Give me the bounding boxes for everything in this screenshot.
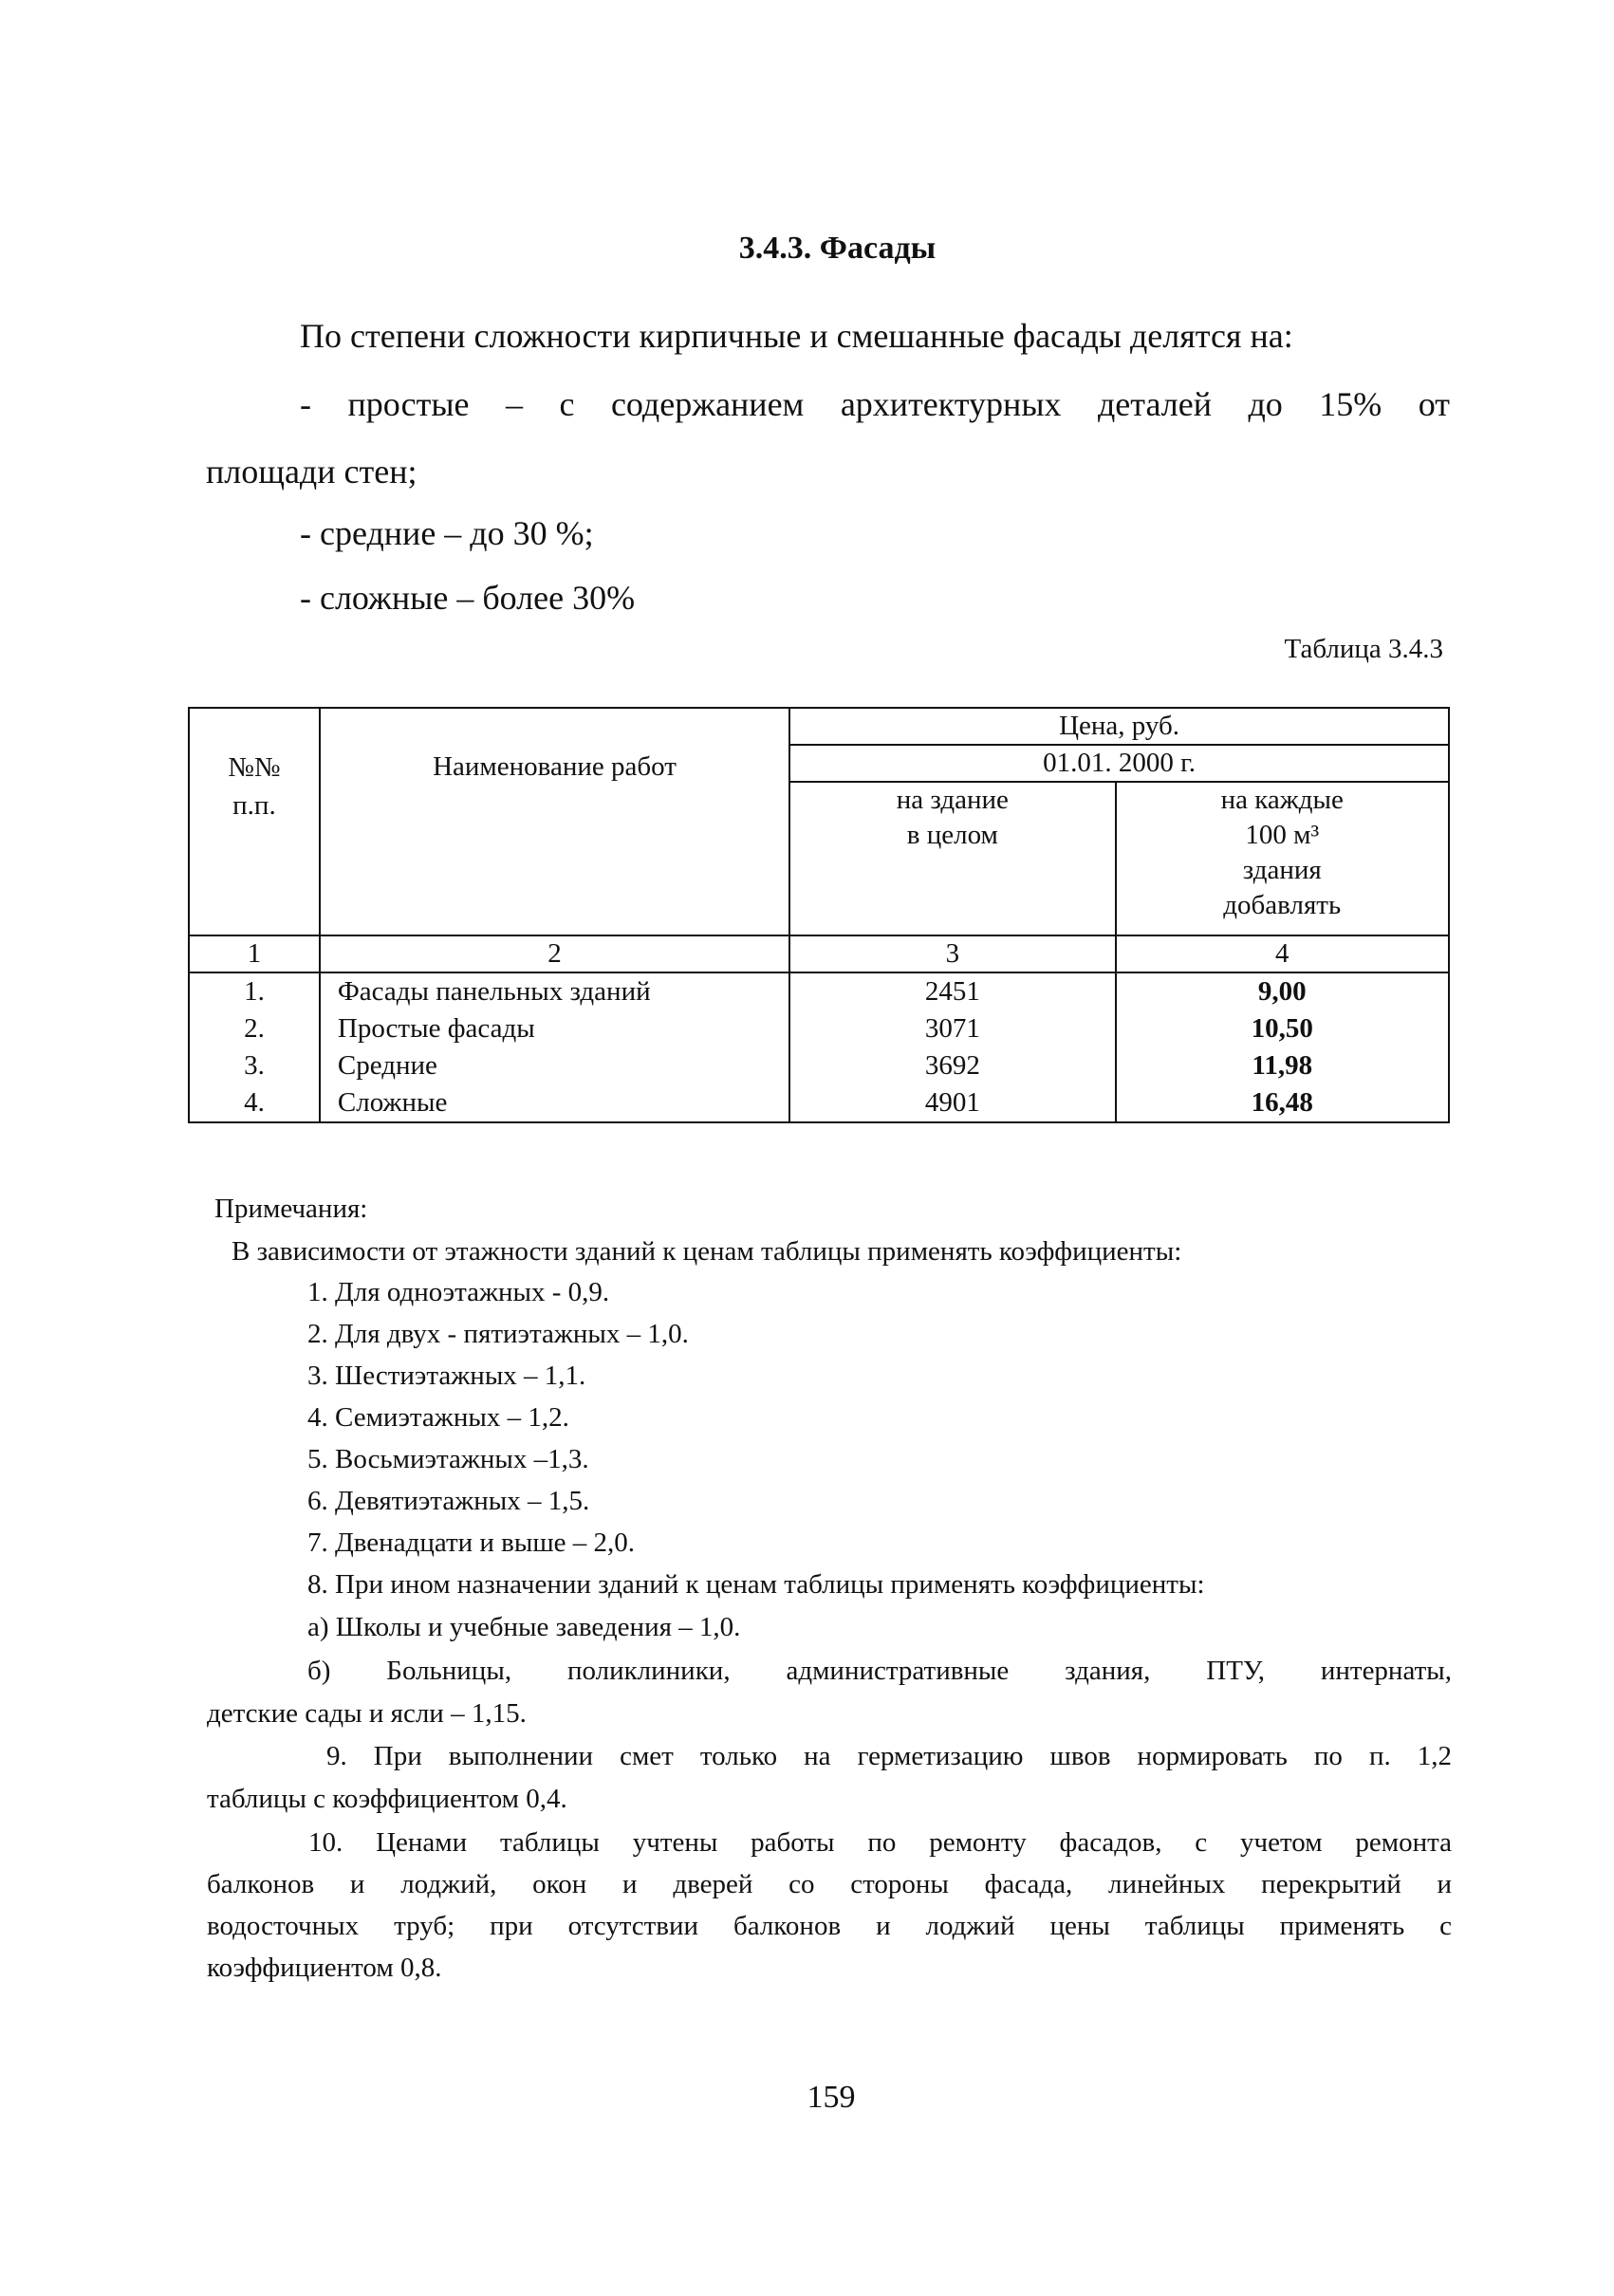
note-item-8b-line2: детские сады и ясли – 1,15. (207, 1698, 527, 1729)
colnum-4: 4 (1116, 935, 1449, 972)
row-per100: 10,50 (1116, 1010, 1449, 1047)
header-price: Цена, руб. (789, 708, 1449, 745)
intro-lead: По степени сложности кирпичные и смешанные фасады делятся на: (300, 317, 1293, 355)
colnum-1: 1 (189, 935, 320, 972)
row-per100: 11,98 (1116, 1047, 1449, 1084)
intro-simple-line1: - простые – с содержанием архитектурных деталей до 15% от (300, 385, 1450, 423)
note-item: 4. Семиэтажных – 1,2. (307, 1402, 569, 1433)
row-whole: 2451 (789, 972, 1115, 1010)
table-row (189, 1010, 1449, 1047)
table-row (189, 972, 1449, 1010)
table-row (189, 1084, 1449, 1122)
header-name: Наименование работ (320, 708, 789, 935)
row-whole: 4901 (789, 1084, 1115, 1122)
row-name: Фасады панельных зданий (320, 972, 789, 1010)
note-item: 3. Шестиэтажных – 1,1. (307, 1361, 586, 1391)
row-per100: 16,48 (1116, 1084, 1449, 1122)
intro-complex: - сложные – более 30% (300, 579, 636, 617)
note-item-10-line4: коэффициентом 0,8. (207, 1953, 442, 1983)
row-num: 2. (189, 1010, 320, 1047)
row-num: 4. (189, 1084, 320, 1122)
note-item-10-line2: балконов и лоджий, окон и дверей со стороны фасада, линейных перекрытий и (207, 1869, 1452, 1899)
colnum-3: 3 (789, 935, 1115, 972)
note-item: 2. Для двух - пятиэтажных – 1,0. (307, 1319, 689, 1349)
row-num: 1. (189, 972, 320, 1010)
row-name: Средние (320, 1047, 789, 1084)
note-item: 1. Для одноэтажных - 0,9. (307, 1277, 610, 1307)
table-caption: Таблица 3.4.3 (1284, 634, 1443, 664)
header-num: №№ п.п. (189, 708, 320, 935)
note-item-9-line1: 9. При выполнении смет только на герметизацию швов нормировать по п. 1,2 (326, 1741, 1452, 1771)
note-item-10-line3: водосточных труб; при отсутствии балконов и лоджий цены таблицы применять с (207, 1911, 1452, 1941)
row-whole: 3692 (789, 1047, 1115, 1084)
row-num: 3. (189, 1047, 320, 1084)
notes-title: Примечания: (214, 1194, 368, 1224)
row-name: Сложные (320, 1084, 789, 1122)
table-colnum-row (189, 935, 1449, 972)
note-item-10-line1: 10. Ценами таблицы учтены работы по ремонту фасадов, с учетом ремонта (308, 1827, 1452, 1858)
note-item-8: 8. При ином назначении зданий к ценам таблицы применять коэффициенты: (307, 1569, 1205, 1600)
header-whole-building: на здание в целом (789, 782, 1115, 935)
page-number: 159 (807, 2080, 856, 2115)
header-date: 01.01. 2000 г. (789, 745, 1449, 782)
row-per100: 9,00 (1116, 972, 1449, 1010)
header-per-100m3: на каждые 100 м³ здания добавлять (1116, 782, 1449, 935)
section-heading: 3.4.3. Фасады (738, 231, 937, 266)
colnum-2: 2 (320, 935, 789, 972)
note-item: 6. Девятиэтажных – 1,5. (307, 1486, 590, 1516)
note-item-8b-line1: б) Больницы, поликлиники, административные здания, ПТУ, интернаты, (307, 1656, 1452, 1686)
price-table (188, 707, 1450, 1123)
note-item-8a: а) Школы и учебные заведения – 1,0. (307, 1612, 741, 1642)
table-row (189, 1047, 1449, 1084)
row-whole: 3071 (789, 1010, 1115, 1047)
notes-intro: В зависимости от этажности зданий к ценам таблицы применять коэффициенты: (232, 1236, 1182, 1267)
intro-simple-line2: площади стен; (206, 453, 417, 491)
note-item: 7. Двенадцати и выше – 2,0. (307, 1528, 636, 1558)
note-item-9-line2: таблицы с коэффициентом 0,4. (207, 1784, 567, 1814)
table-header-row (189, 708, 1449, 745)
intro-medium: - средние – до 30 %; (300, 514, 594, 552)
note-item: 5. Восьмиэтажных –1,3. (307, 1444, 589, 1474)
row-name: Простые фасады (320, 1010, 789, 1047)
